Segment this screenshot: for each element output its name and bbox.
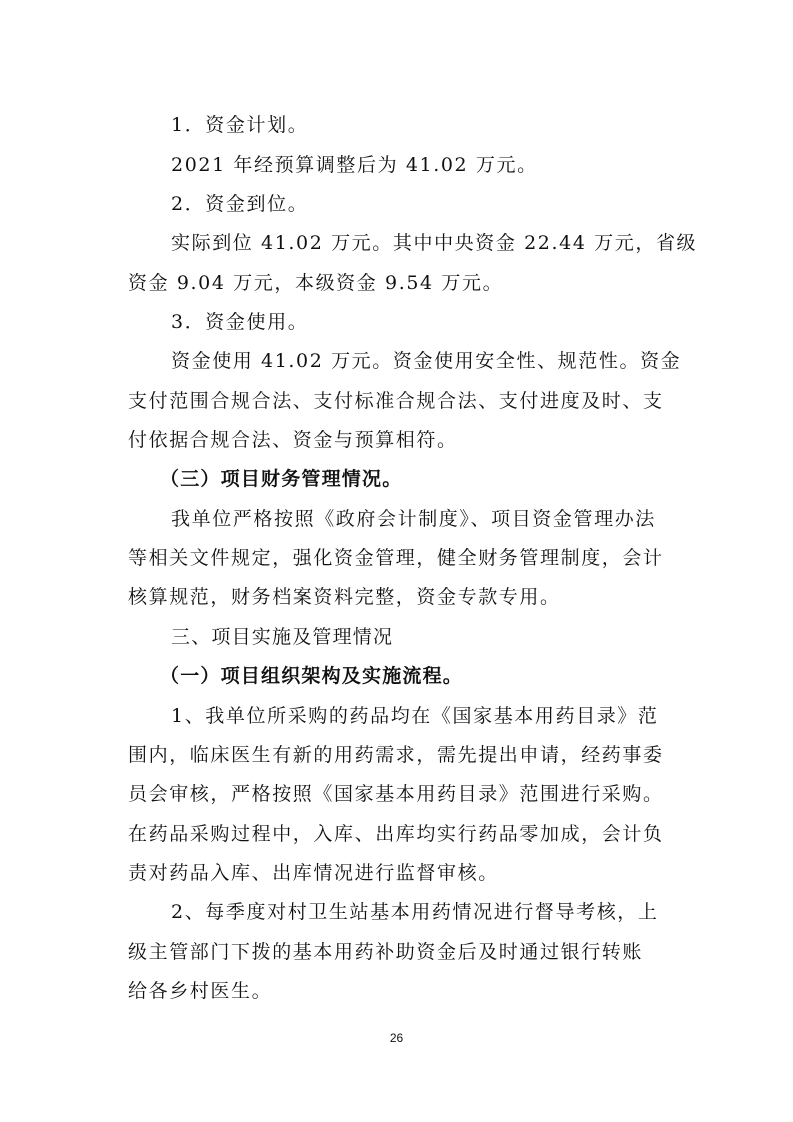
paragraph-line: 支付范围合规合法、支付标准合规合法、支付进度及时、支 — [128, 390, 664, 412]
paragraph-line: 在药品采购过程中，入库、出库均实行药品零加成，会计负 — [128, 823, 664, 845]
paragraph-line: 实际到位 41.02 万元。其中中央资金 22.44 万元，省级 — [171, 232, 698, 254]
page-number: 26 — [389, 1031, 404, 1045]
paragraph-line: 级主管部门下拨的基本用药补助资金后及时通过银行转账 — [128, 941, 644, 963]
section-heading: （一）项目组织架构及实施流程。 — [160, 665, 464, 687]
paragraph-line: 2、每季度对村卫生站基本用药情况进行督导考核，上 — [171, 901, 659, 923]
paragraph-line: 2．资金到位。 — [171, 193, 309, 215]
paragraph-line: 员会审核，严格按照《国家基本用药目录》范围进行采购。 — [128, 783, 664, 805]
section-heading: （三）项目财务管理情况。 — [160, 468, 403, 490]
paragraph-line: 1、我单位所采购的药品均在《国家基本用药目录》范 — [171, 705, 659, 727]
paragraph-line: 2021 年经预算调整后为 41.02 万元。 — [171, 154, 538, 176]
paragraph-line: 1．资金计划。 — [171, 114, 309, 136]
paragraph-line: 资金 9.04 万元，本级资金 9.54 万元。 — [128, 272, 504, 294]
paragraph-line: 我单位严格按照《政府会计制度》、项目资金管理办法 — [171, 508, 656, 530]
paragraph-line: 资金使用 41.02 万元。资金使用安全性、规范性。资金 — [171, 350, 682, 372]
paragraph-line: 责对药品入库、出库情况进行监督审核。 — [128, 862, 499, 884]
section-heading: 三、项目实施及管理情况 — [171, 626, 394, 648]
paragraph-line: 等相关文件规定，强化资金管理，健全财务管理制度，会计 — [128, 547, 664, 569]
paragraph-line: 给各乡村医生。 — [128, 980, 273, 1002]
paragraph-line: 围内，临床医生有新的用药需求，需先提出申请，经药事委 — [128, 744, 664, 766]
paragraph-line: 3．资金使用。 — [171, 311, 309, 333]
paragraph-line: 付依据合规合法、资金与预算相符。 — [128, 429, 458, 451]
paragraph-line: 核算规范，财务档案资料完整，资金专款专用。 — [128, 586, 561, 608]
